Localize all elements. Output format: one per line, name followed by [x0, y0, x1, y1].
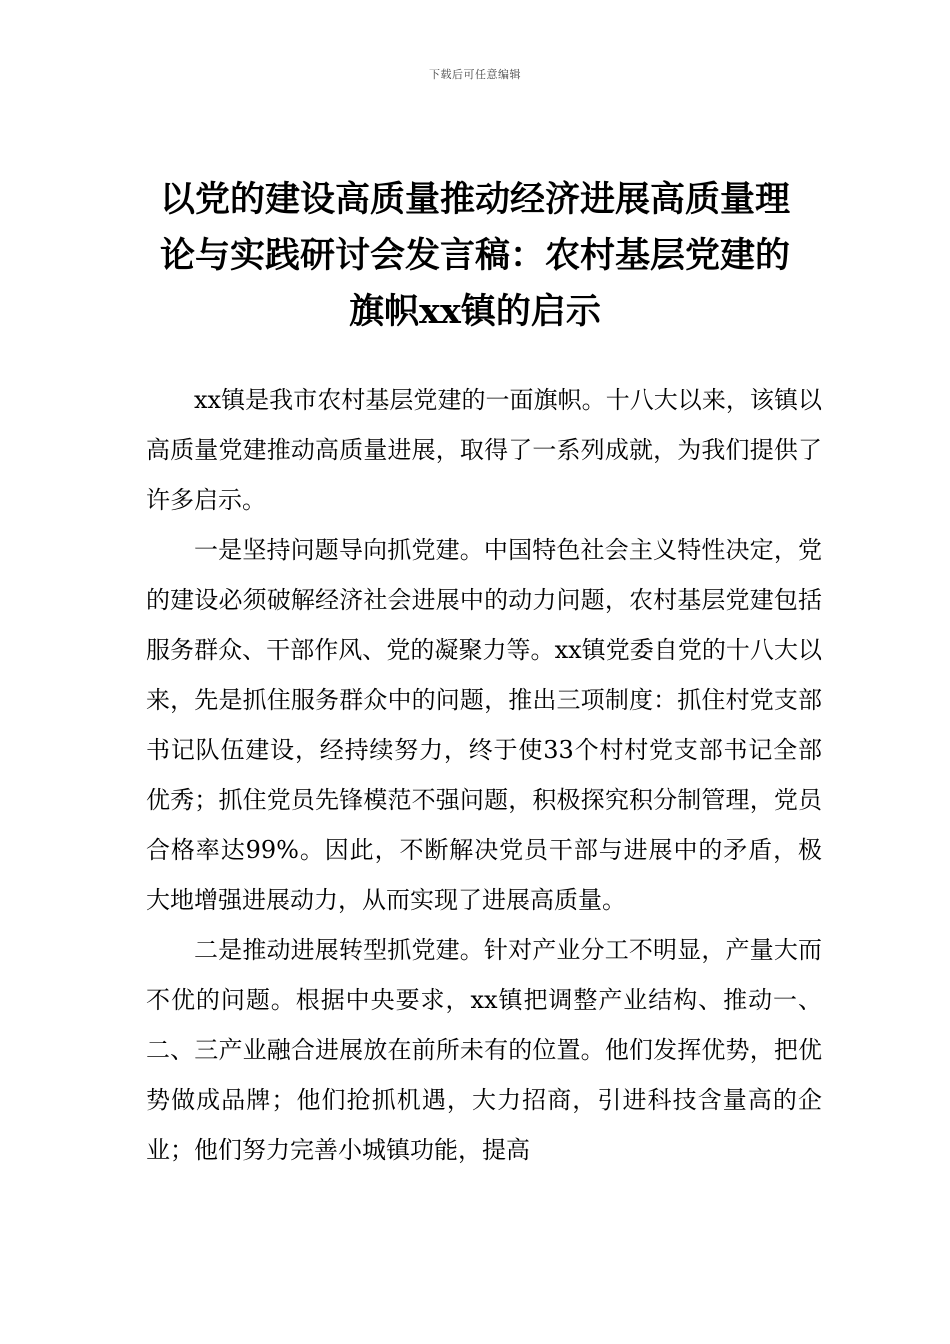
- document-title: 以党的建设高质量推动经济进展高质量理论与实践研讨会发言稿：农村基层党建的旗帜xx镇的启示: [159, 179, 790, 332]
- paragraph-point-two: 二是推动进展转型抓党建。针对产业分工不明显，产量大而不优的问题。根据中央要求，xx镇把调整产业结构、推动一、二、三产业融合进展放在前所未有的位置。他们发挥优势，把优势做成品牌；他们抢抓机遇，大力招商，引进科技含量高的企业；他们努力完善小城镇功能，提高: [146, 936, 822, 1164]
- header-note: 下载后可任意编辑: [429, 68, 521, 81]
- paragraph-point-one: 一是坚持问题导向抓党建。中国特色社会主义特性决定，党的建设必须破解经济社会进展中的动力问题，农村基层党建包括服务群众、干部作风、党的凝聚力等。xx镇党委自党的十八大以来，先是抓住服务群众中的问题，推出三项制度：抓住村党支部书记队伍建设，经持续努力，终于使33个村村党支部书记全部优秀；抓住党员先锋模范不强问题，积极探究积分制管理，党员合格率达99%。因此，不断解决党员干部与进展中的矛盾，极大地增强进展动力，从而实现了进展高质量。: [146, 536, 822, 914]
- document-body: [146, 375, 822, 1175]
- paragraph-intro: xx镇是我市农村基层党建的一面旗帜。十八大以来，该镇以高质量党建推动高质量进展，取得了一系列成就，为我们提供了许多启示。: [146, 386, 822, 514]
